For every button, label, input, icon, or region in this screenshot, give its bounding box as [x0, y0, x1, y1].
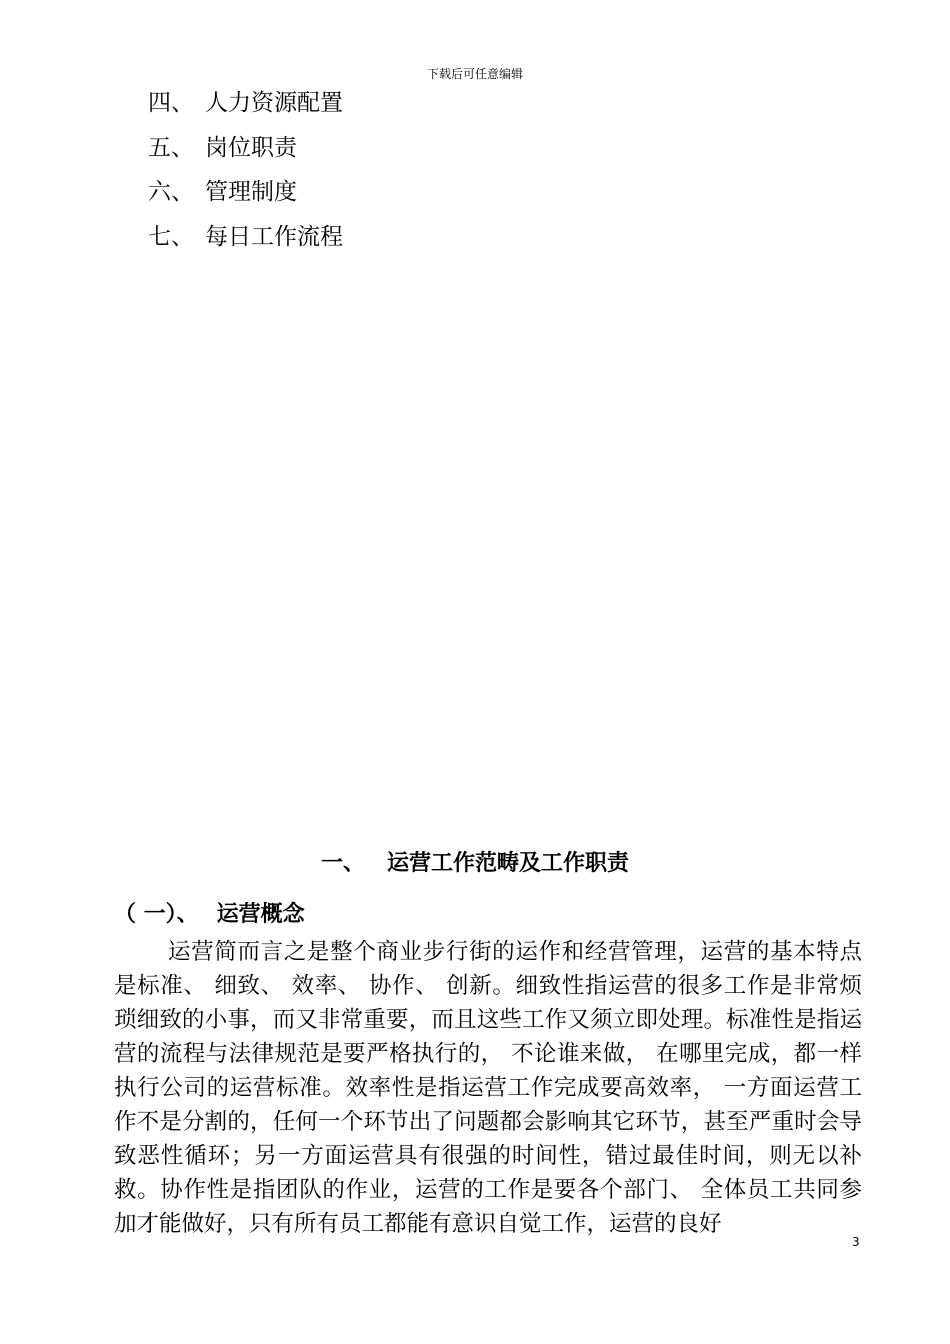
- table-of-contents: [148, 86, 343, 264]
- section-title: 运营工作范畴及工作职责: [387, 851, 630, 876]
- toc-item-number: 六、: [148, 179, 194, 205]
- toc-item-number: 七、: [148, 223, 194, 250]
- toc-item-number: 五、: [148, 134, 194, 161]
- toc-item-label: 每日工作流程: [205, 223, 343, 250]
- toc-item-label: 人力资源配置: [205, 90, 343, 116]
- toc-item: [148, 175, 343, 220]
- subsection-heading: [114, 897, 305, 933]
- toc-item: [148, 220, 343, 265]
- toc-item-label: 岗位职责: [205, 134, 297, 161]
- section-number: 一、: [320, 851, 365, 876]
- header-note: 下载后可任意编辑: [426, 67, 523, 81]
- subsection-title: 运营概念: [216, 902, 305, 927]
- toc-item: [148, 131, 343, 176]
- section-heading: [0, 846, 950, 882]
- page-number: 3: [852, 1235, 860, 1249]
- body-paragraph: 运营简而言之是整个商业步行街的运作和经营管理，运营的基本特点是标准、 细致、 效率、 协作、 创新。细致性指运营的很多工作是非常烦琐细致的小事，而又非常重要，而且这些工作又须立即处理。标准性是指运营的流程与法律规范是要严格执行的， 不论谁来做， 在哪里完成，都一样执行公司的运营标准。效率性是指运营工作完成要高效率， 一方面运营工作不是分割的，任何一个环节出了问题都会影响其它环节，甚至严重时会导致恶性循环；另一方面运营具有很强的时间性，错过最佳时间，则无以补救。协作性是指团队的作业，运营的工作是要各个部门、 全体员工共同参加才能做好，只有所有员工都能有意识自觉工作，运营的良好: [114, 939, 862, 1237]
- toc-item: [148, 86, 343, 131]
- subsection-number: （ 一）、: [114, 902, 199, 927]
- toc-item-number: 四、: [148, 90, 194, 116]
- toc-item-label: 管理制度: [205, 179, 297, 205]
